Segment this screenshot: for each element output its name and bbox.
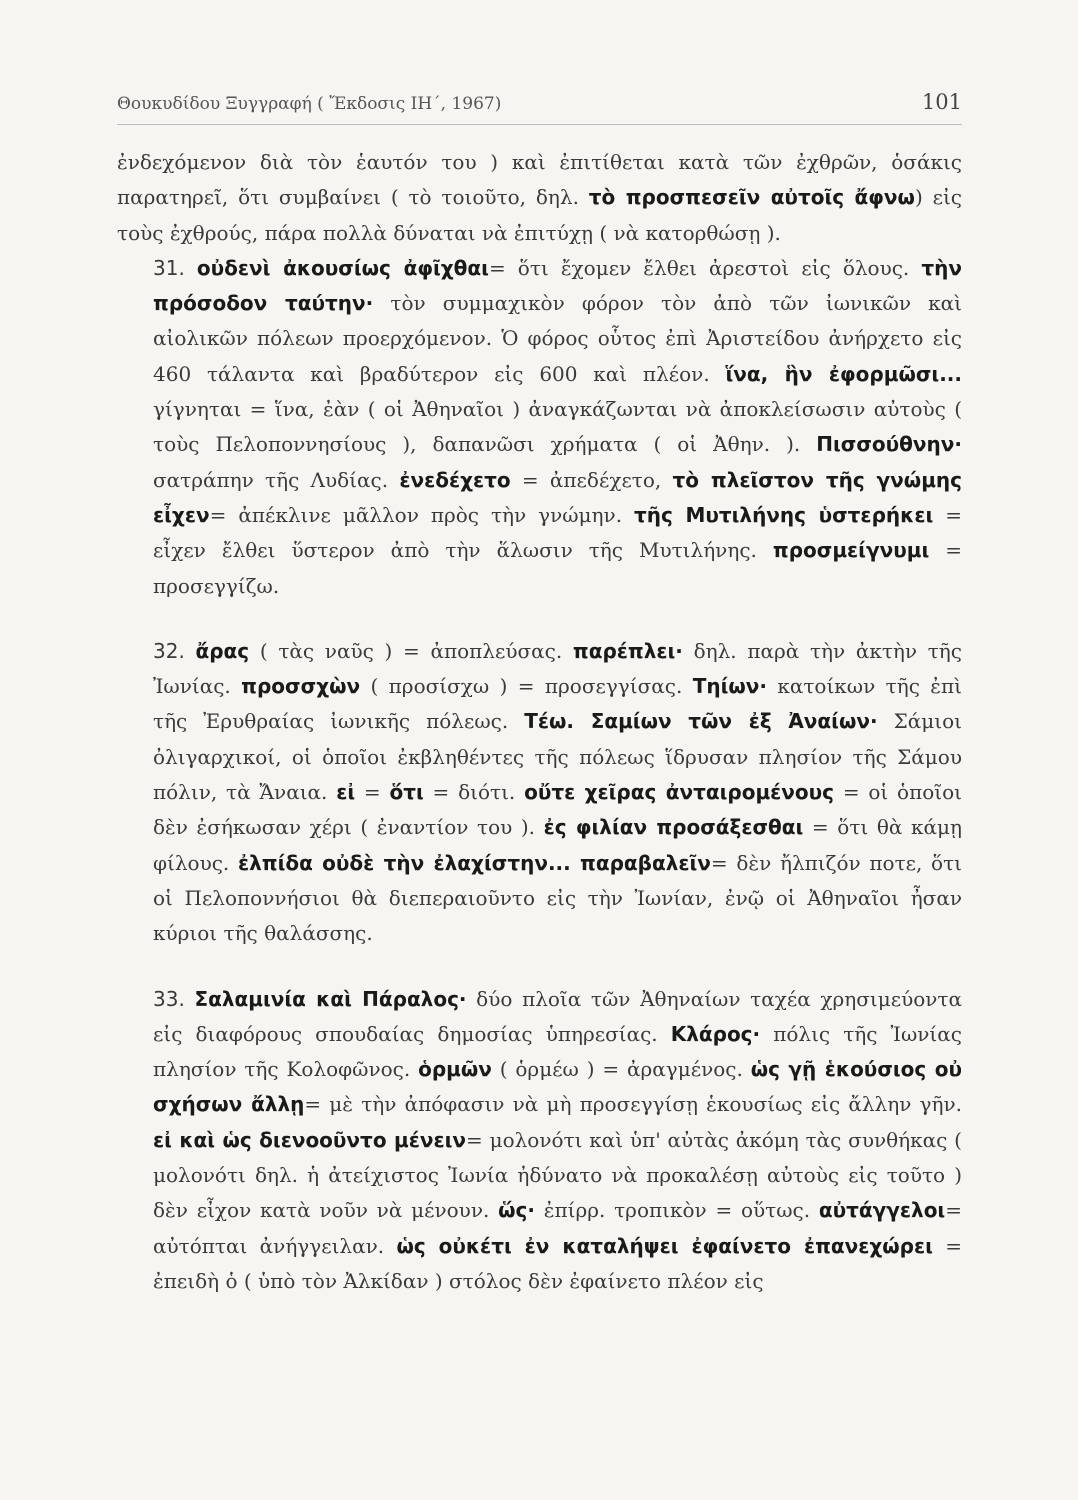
gloss-text: ( ὁρμέω ) = ἀραγμένος. bbox=[491, 1057, 751, 1082]
gloss-text: ( τὰς ναῦς ) = ἀποπλεύσας. bbox=[249, 638, 573, 663]
lemma: ἵνα, ἣν ἐφορμῶσι... bbox=[725, 361, 963, 386]
gloss-text: δύο πλοῖα τῶν Ἀθηναίων ταχέα χρησιμεύοντα εἰς διαφόρους σπουδαίας δημοσίας ὑπηρεσίας. bbox=[153, 986, 962, 1046]
lemma: ὁρμῶν bbox=[418, 1057, 492, 1082]
gloss-text: σατράπην τῆς Λυδίας. bbox=[153, 467, 400, 492]
gloss-text: = δὲν ἤλπιζόν ποτε, ὅτι οἱ Πελοποννήσιοι θὰ διεπεραιοῦντο εἰς τὴν Ἰωνίαν, ἐνῷ οἱ Ἀθηναῖοι ἦσαν κύριοι τῆς θαλάσσης. bbox=[153, 850, 963, 946]
lemma: τὸ προσπεσεῖν αὐτοῖς ἄφνω bbox=[588, 185, 915, 210]
paragraph-section-31 bbox=[117, 251, 962, 604]
section-number: 31. bbox=[153, 255, 197, 280]
section-number: 32. bbox=[153, 638, 196, 663]
gloss-text: πόλις τῆς Ἰωνίας πλησίον τῆς Κολοφῶνος. bbox=[153, 1021, 962, 1082]
lemma: Τηίων· bbox=[692, 674, 767, 699]
lemma: τὸ πλεῖστον τῆς γνώμης εἶχεν bbox=[153, 467, 962, 527]
gloss-text: ἐνδεχόμενον διὰ τὸν ἑαυτόν του ) καὶ ἐπιτίθεται κατὰ τῶν ἐχθρῶν, ὁσάκις παρατηρεῖ, ὅτι συμβαίνει ( τὸ τοιοῦτο, δηλ. bbox=[117, 150, 962, 210]
lemma: ὅτι bbox=[389, 780, 424, 805]
lemma: Κλάρος· bbox=[670, 1021, 761, 1046]
lemma: αὐτάγγελοι bbox=[818, 1198, 946, 1223]
lemma: Τέω. Σαμίων τῶν ἐξ Ἀναίων· bbox=[524, 709, 878, 734]
gloss-text: ἐπίρρ. τροπικὸν = οὕτως. bbox=[534, 1198, 819, 1223]
gloss-text: = ἀπεδέχετο, bbox=[510, 467, 673, 492]
lemma: ἐλπίδα οὐδὲ τὴν ἐλαχίστην... παραβαλεῖν bbox=[237, 850, 711, 875]
commentary-text bbox=[117, 145, 962, 1299]
gloss-text: = ὅτι ἔχομεν ἔλθει ἀρεστοὶ εἰς ὅλους. bbox=[488, 255, 922, 280]
lemma: προσσχὼν bbox=[241, 674, 361, 699]
gloss-text: = διότι. bbox=[423, 780, 525, 805]
gloss-text: = προσεγγίζω. bbox=[153, 538, 962, 598]
lemma: ἐνεδέχετο bbox=[399, 467, 511, 492]
lemma: Σαλαμινία καὶ Πάραλος· bbox=[194, 986, 467, 1011]
gloss-text: γίγνηται = ἵνα, ἐὰν ( οἱ Ἀθηναῖοι ) ἀναγκάζωνται νὰ ἀποκλείσωσιν αὐτοὺς ( τοὺς Πελοποννησίους ), δαπανῶσι χρήματα ( οἱ Ἀθην. ). bbox=[153, 397, 962, 457]
lemma: ὡς οὐκέτι ἐν καταλήψει ἐφαίνετο ἐπανεχώρει bbox=[396, 1233, 933, 1258]
gloss-text: = ἐπειδὴ ὁ ( ὑπὸ τὸν Ἀλκίδαν ) στόλος δὲν ἐφαίνετο πλέον εἰς bbox=[153, 1233, 963, 1293]
lemma: οὔτε χεῖρας ἀνταιρομένους bbox=[524, 780, 835, 805]
gloss-text: = μολονότι καὶ ὑπ' αὐτὰς ἀκόμη τὰς συνθήκας ( μολονότι δηλ. ἡ ἀτείχιστος Ἰωνία ἠδύνατο νὰ προκαλέσῃ αὐτοὺς εἰς τοῦτο ) δὲν εἶχον κατὰ νοῦν νὰ μένουν. bbox=[153, 1127, 962, 1223]
lemma: εἰ bbox=[336, 780, 356, 805]
lemma: παρέπλει· bbox=[572, 638, 683, 663]
gloss-text: = ἀπέκλινε μᾶλλον πρὸς τὴν γνώμην. bbox=[209, 502, 635, 527]
paragraph-continued bbox=[117, 145, 962, 251]
gloss-text: = bbox=[355, 780, 390, 805]
lemma: τῆς Μυτιλήνης ὑστερήκει bbox=[634, 502, 934, 527]
lemma: ὥς· bbox=[498, 1198, 535, 1223]
lemma: Πισσούθνην· bbox=[816, 432, 962, 457]
gloss-text: Σάμιοι ὀλιγαρχικοί, οἱ ὁποῖοι ἐκβληθέντες τῆς πόλεως ἵδρυσαν πλησίον τῆς Σάμου πόλιν, τὰ Ἄναια. bbox=[153, 709, 963, 805]
gloss-text: δηλ. παρὰ τὴν ἀκτὴν τῆς Ἰωνίας. bbox=[153, 638, 962, 699]
gloss-text: κατοίκων τῆς ἐπὶ τῆς Ἐρυθραίας ἰωνικῆς πόλεως. bbox=[153, 674, 962, 734]
paragraph-section-32 bbox=[117, 634, 962, 952]
gloss-text: = ὅτι θὰ κάμῃ φίλους. bbox=[153, 815, 963, 875]
gloss-text: = αὐτόπται ἀνήγγειλαν. bbox=[153, 1198, 962, 1258]
lemma: ὡς γῇ ἑκούσιος οὐ σχήσων ἄλλῃ bbox=[153, 1057, 962, 1117]
lemma: προσμείγνυμι bbox=[772, 538, 930, 563]
lemma: ἄρας bbox=[195, 638, 250, 663]
gloss-text: = εἶχεν ἔλθει ὕστερον ἀπὸ τὴν ἅλωσιν τῆς Μυτιλήνης. bbox=[153, 502, 962, 563]
lemma: ἐς φιλίαν προσάξεσθαι bbox=[543, 815, 804, 840]
paragraph-section-33 bbox=[117, 982, 962, 1300]
page-number: 101 bbox=[921, 90, 962, 114]
section-number: 33. bbox=[153, 986, 195, 1011]
lemma: οὐδενὶ ἀκουσίως ἀφῖχθαι bbox=[196, 255, 489, 280]
gloss-text: = μὲ τὴν ἀπόφασιν νὰ μὴ προσεγγίσῃ ἑκουσίως εἰς ἄλλην γῆν. bbox=[304, 1092, 962, 1117]
running-header bbox=[117, 90, 962, 125]
lemma: εἰ καὶ ὡς διενοοῦντο μένειν bbox=[153, 1127, 466, 1152]
gloss-text: ) εἰς τοὺς ἐχθρούς, πάρα πολλὰ δύναται νὰ ἐπιτύχῃ ( νὰ κατορθώσῃ ). bbox=[117, 185, 962, 245]
running-title: Θουκυδίδου Ξυγγραφή ( Ἔκδοσις ΙΗ΄, 1967) bbox=[117, 94, 502, 114]
gloss-text: = οἱ ὁποῖοι δὲν ἐσήκωσαν χέρι ( ἐναντίον του ). bbox=[153, 780, 962, 840]
gloss-text: τὸν συμμαχικὸν φόρον τὸν ἀπὸ τῶν ἰωνικῶν καὶ αἰολικῶν πόλεων προερχόμενον. Ὁ φόρος οὗτος ἐπὶ Ἀριστείδου ἀνήρχετο εἰς 460 τάλαντα καὶ βραδύτερον εἰς 600 καὶ πλέον. bbox=[153, 291, 962, 386]
gloss-text: ( προσίσχω ) = προσεγγίσας. bbox=[360, 674, 693, 699]
lemma: τὴν πρόσοδον ταύτην· bbox=[153, 255, 962, 316]
